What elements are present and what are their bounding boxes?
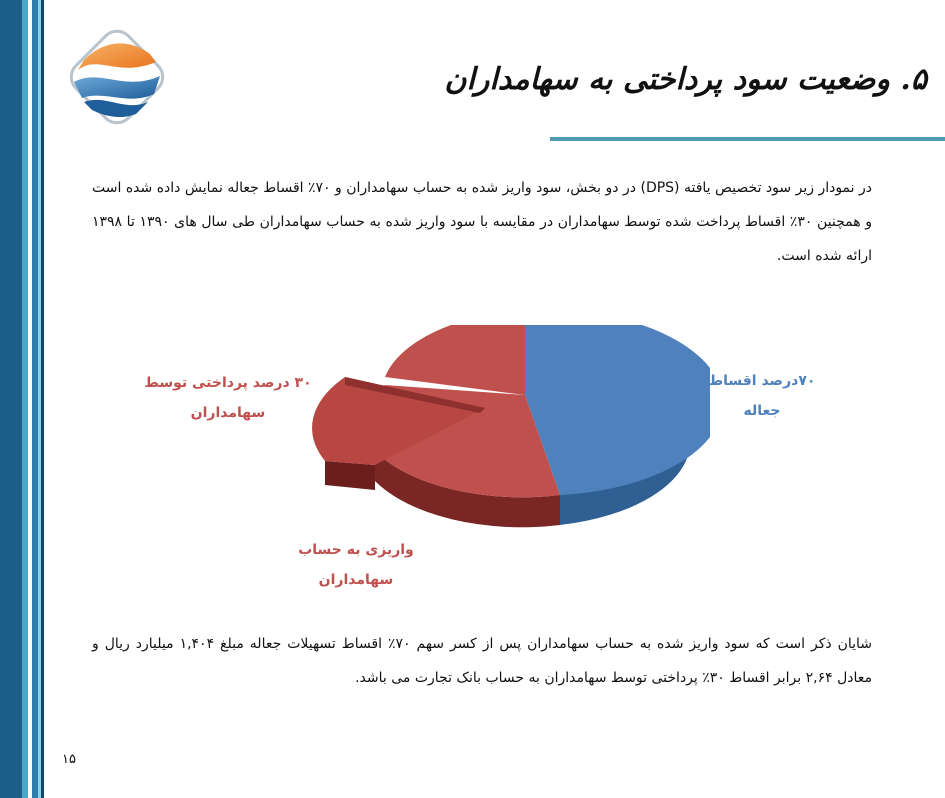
chart-label-jeale-70: ۷۰درصد اقساط جعاله bbox=[708, 373, 816, 419]
company-logo-icon bbox=[58, 20, 176, 132]
closing-paragraph: شایان ذکر است که سود واریز شده به حساب سهامداران پس از کسر سهم ۷۰٪ اقساط تسهیلات جعاله مبلغ ۱,۴۰۴ میلیارد ریال و معادل ۲,۶۴ برابر اقساط ۳۰٪ پرداختی توسط سهامداران به حساب بانک تجارت می باشد. bbox=[92, 636, 873, 686]
pie-slice-jeale-70 bbox=[525, 325, 710, 495]
page-number: ۱۵ bbox=[62, 752, 76, 767]
left-border-strip bbox=[0, 0, 22, 798]
pie-chart bbox=[290, 325, 710, 545]
pie-slice-side bbox=[325, 461, 375, 490]
pie-slice-shareholders-deposit-top bbox=[385, 325, 525, 395]
left-border-strip bbox=[41, 0, 44, 798]
chart-label-shareholders-30: ۳۰ درصد پرداختی توسط سهامداران bbox=[144, 375, 312, 421]
chart-label-shareholders-deposit: واریزی به حساب سهامداران bbox=[298, 542, 414, 588]
title-underline bbox=[550, 137, 945, 141]
page-title: ۵. وضعیت سود پرداختی به سهامداران bbox=[444, 62, 927, 97]
intro-paragraph: در نمودار زیر سود تخصیص یافته (DPS) در دو بخش، سود واریز شده به حساب سهامداران و ۷۰٪ اقساط جعاله نمایش داده شده است و همچنین ۳۰٪ اقساط پرداخت شده توسط سهامداران در مقایسه با سود واریز شده به حساب سهامداران طی سال های ۱۳۹۰ تا ۱۳۹۸ ارائه شده است. bbox=[92, 180, 873, 264]
